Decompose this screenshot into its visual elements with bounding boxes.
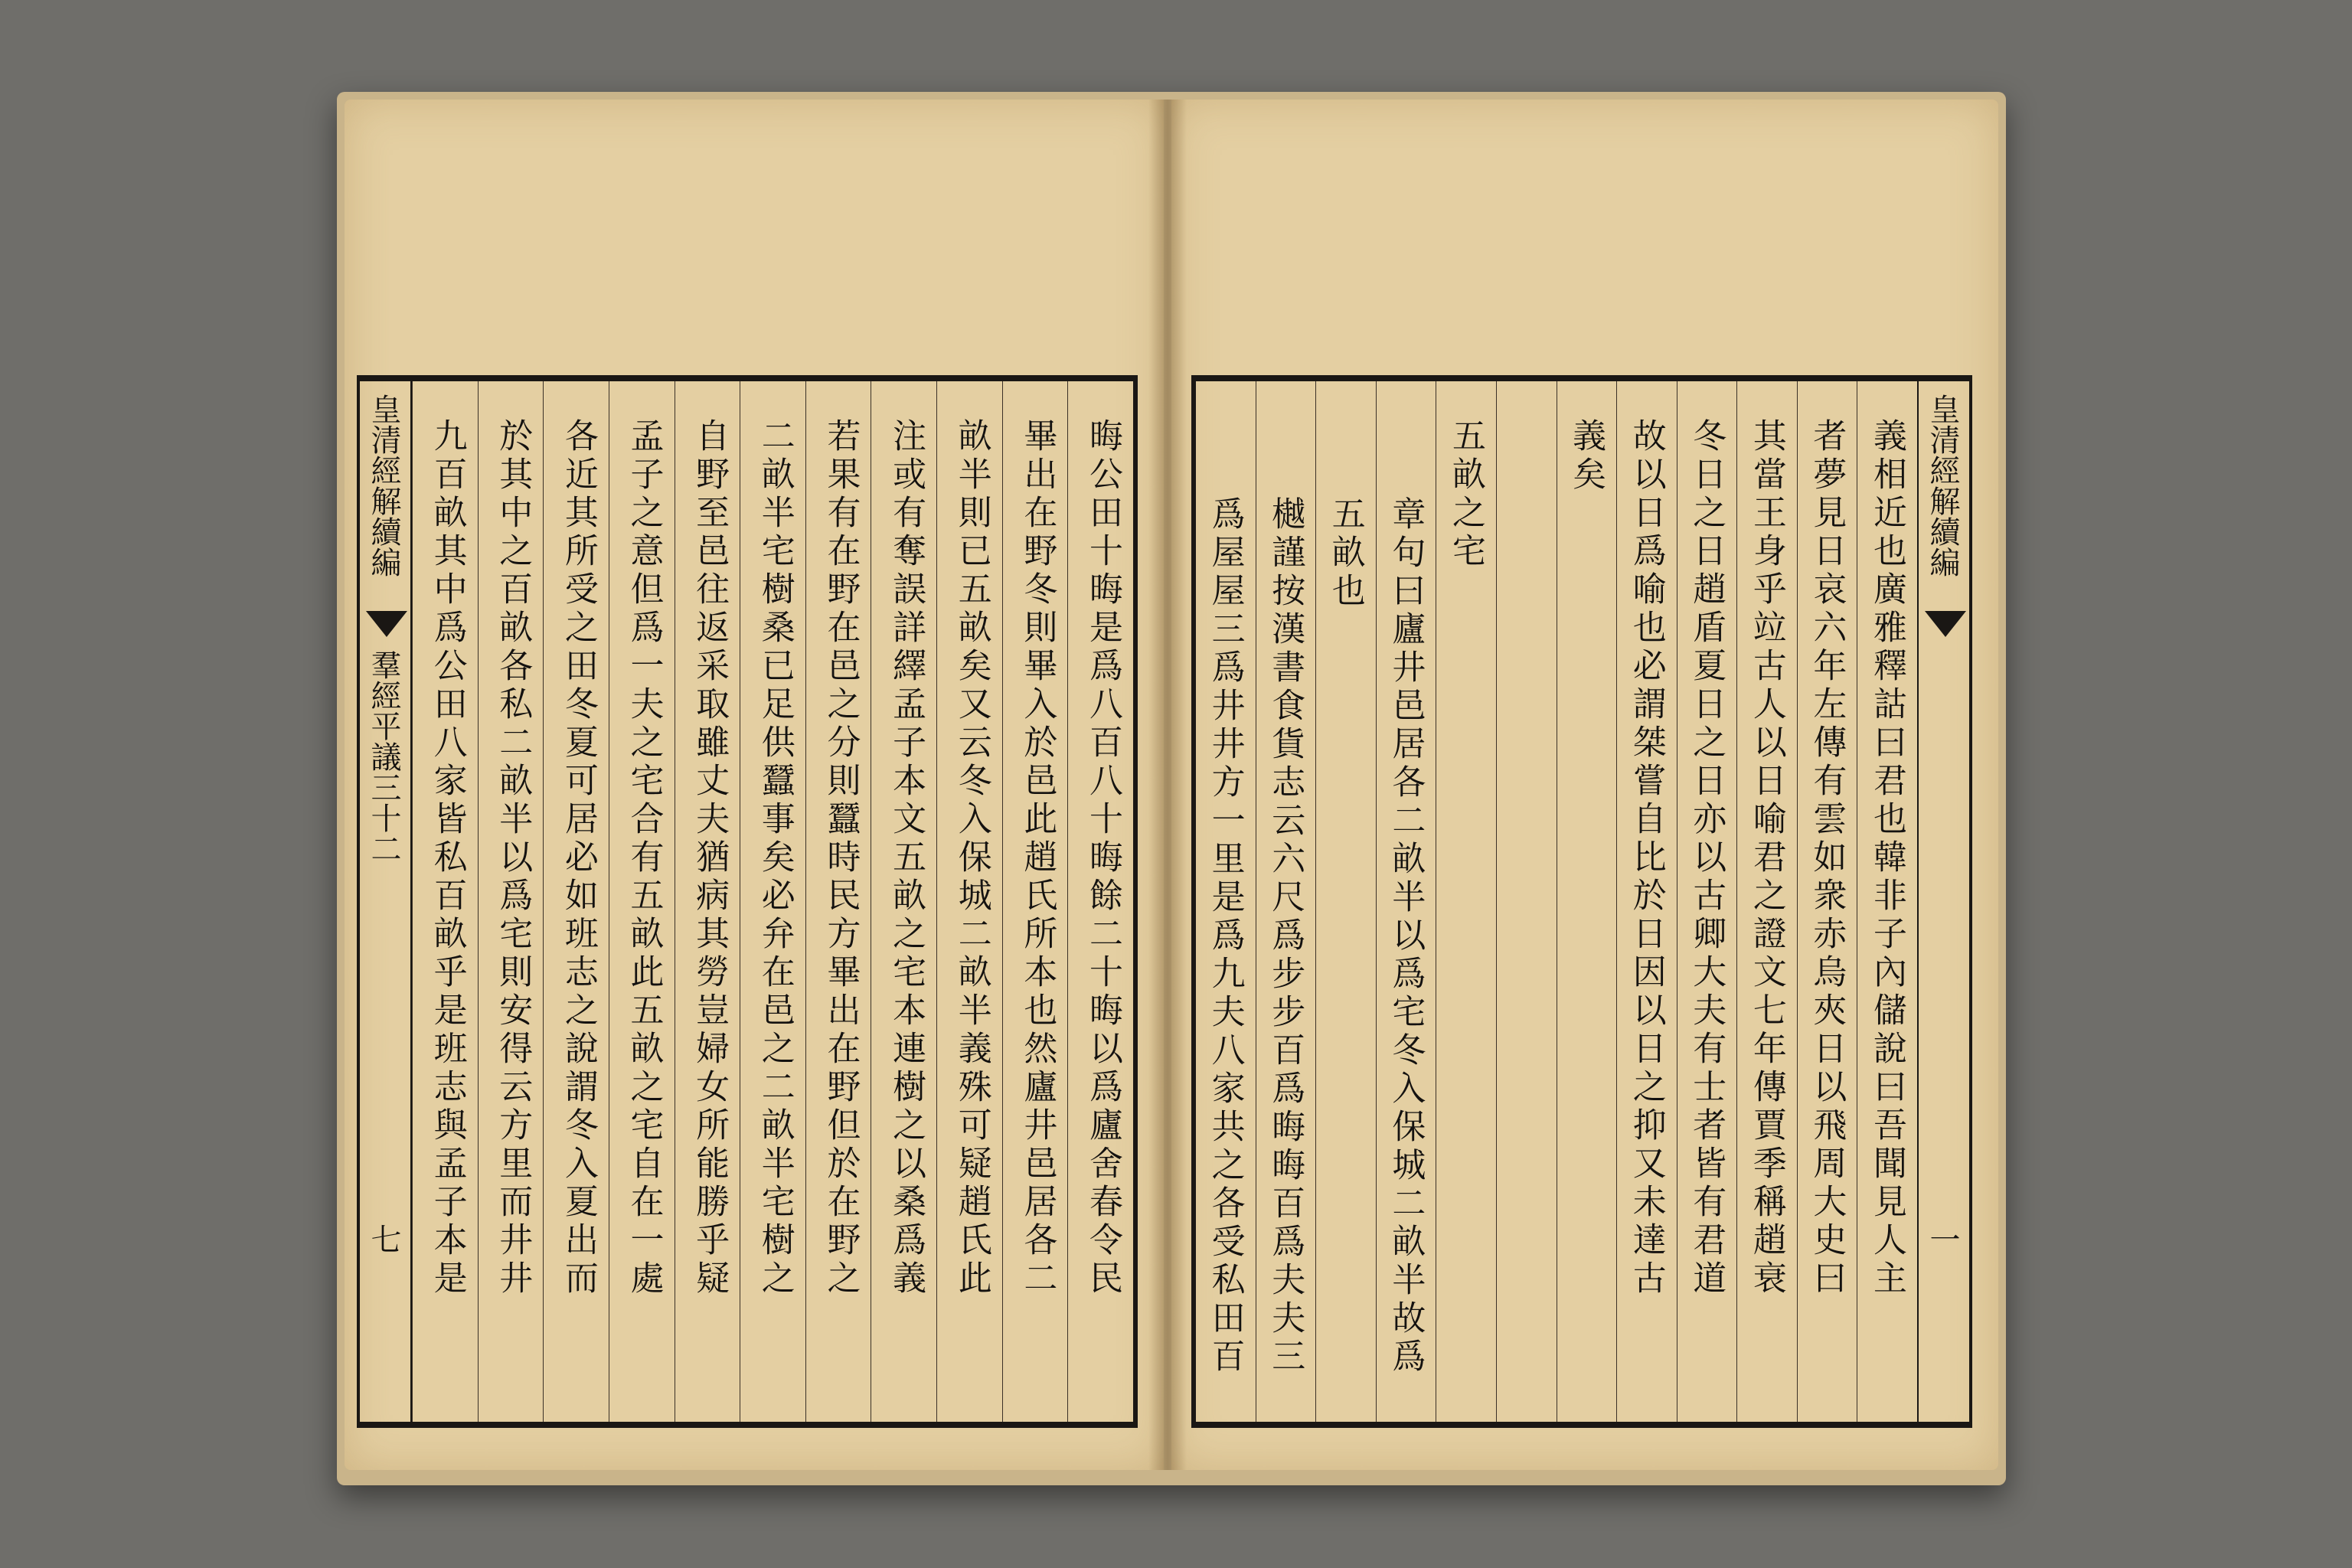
left-page-columns — [358, 381, 1133, 1422]
text-column — [1496, 381, 1557, 1422]
fish-tail-mark-icon — [366, 611, 407, 637]
text-column: 各近其所受之田冬夏可居必如班志之說謂冬入夏出而 — [543, 381, 609, 1422]
text-column: 樾謹按漢書食貨志云六尺爲步步百爲晦晦百爲夫夫三 — [1256, 381, 1316, 1422]
fish-tail-mark-icon — [1925, 611, 1966, 637]
text-column: 注或有奪誤詳繹孟子本文五畝之宅本連樹之以桑爲義 — [871, 381, 936, 1422]
margin-subtitle: 羣經平議三十二 — [365, 649, 401, 864]
text-column: 章句曰廬井邑居各二畝半以爲宅冬入保城二畝半故爲 — [1376, 381, 1436, 1422]
open-book — [337, 92, 2006, 1485]
text-column: 其當王身乎竝古人以日喻君之證文七年傳賈季稱趙衰 — [1736, 381, 1797, 1422]
margin-title: 皇清經解續編 — [365, 394, 401, 577]
text-column: 畢出在野冬則畢入於邑此趙氏所本也然廬井邑居各二 — [1002, 381, 1068, 1422]
block-center-strip — [1917, 381, 1971, 1422]
right-page — [1171, 100, 1998, 1470]
left-page — [345, 100, 1164, 1470]
book-gutter — [1148, 100, 1187, 1470]
margin-title: 皇清經解續編 — [1925, 394, 1960, 577]
text-column: 義矣 — [1557, 381, 1617, 1422]
text-column: 於其中之百畝各私二畝半以爲宅則安得云方里而井井 — [478, 381, 544, 1422]
text-column: 二畝半宅樹桑已足供蠶事矣必弁在邑之二畝半宅樹之 — [740, 381, 805, 1422]
folio-number: 七 — [365, 1223, 401, 1254]
text-column: 冬日之日趙盾夏日之日亦以古卿大夫有士者皆有君道 — [1677, 381, 1737, 1422]
text-column: 晦公田十晦是爲八百八十晦餘二十晦以爲廬舍春令民 — [1067, 381, 1133, 1422]
folio-number: 一 — [1925, 1223, 1960, 1254]
text-column: 五畝也 — [1315, 381, 1376, 1422]
text-column: 若果有在野在邑之分則蠶時民方畢出在野但於在野之 — [805, 381, 871, 1422]
right-page-frame — [1191, 375, 1972, 1428]
text-column: 爲屋屋三爲井井方一里是爲九夫八家共之各受私田百 — [1205, 496, 1245, 1377]
text-column: 九百畝其中爲公田八家皆私百畝乎是班志與孟子本是 — [412, 381, 478, 1422]
text-column: 畝半則已五畝矣又云冬入保城二畝半義殊可疑趙氏此 — [936, 381, 1002, 1422]
block-center-strip — [358, 381, 412, 1422]
left-page-frame — [357, 375, 1138, 1428]
text-column: 故以日爲喻也必謂桀嘗自比於日因以日之抑又未達古 — [1616, 381, 1677, 1422]
text-column: 五畝之宅 — [1436, 381, 1496, 1422]
text-column: 孟子之意但爲一夫之宅合有五畝此五畝之宅自在一處 — [609, 381, 675, 1422]
text-column: 義相近也廣雅釋詁曰君也韓非子內儲說曰吾聞見人主 — [1857, 381, 1917, 1422]
text-column: 者夢見日哀六年左傳有雲如衆赤烏夾日以飛周大史曰 — [1797, 381, 1857, 1422]
text-column: 自野至邑往返采取雖丈夫猶病其勞豈婦女所能勝乎疑 — [675, 381, 740, 1422]
right-page-columns — [1196, 381, 1971, 1422]
